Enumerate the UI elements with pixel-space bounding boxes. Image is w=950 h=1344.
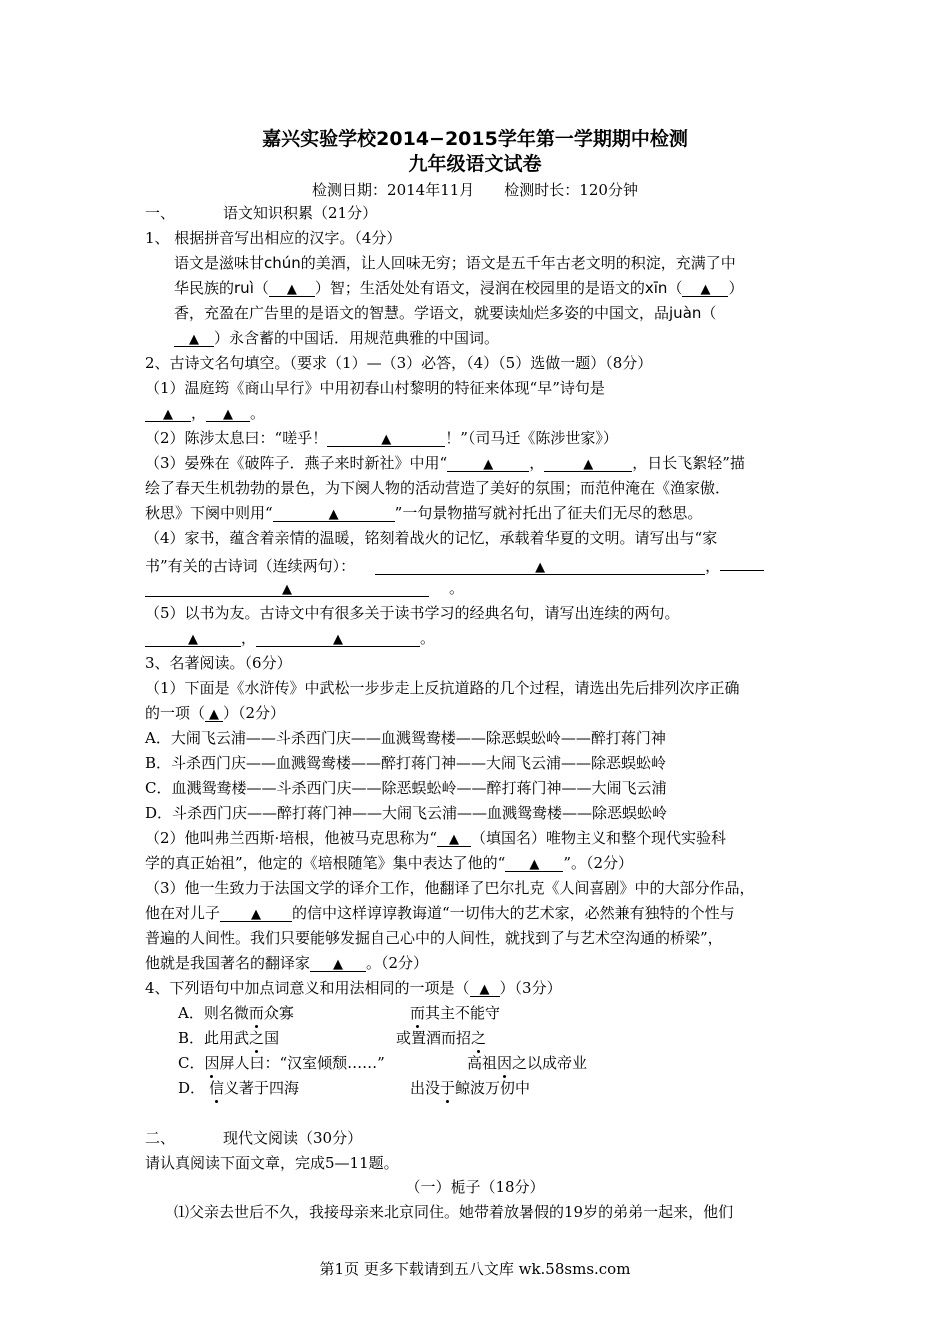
text: 此用武 [204, 1029, 250, 1047]
text: 的一项（ [145, 704, 206, 722]
question-3-part-1: （1）下面是《水浒传》中武松一步步走上反抗道路的几个过程，请选出先后排列次序正确 [145, 679, 740, 697]
text: 秋思》下阕中则用“ [145, 504, 273, 522]
answer-blank[interactable] [174, 329, 214, 347]
question-3-stem: 3、名著阅读。（6分） [145, 654, 292, 672]
q4-option-a[interactable] [178, 1003, 294, 1023]
dotted-word: 于 [440, 1079, 456, 1097]
blank-marker: ▲ [189, 332, 199, 347]
text: 的美酒，让人回味无穷；语文是五千年古老文明的积淀，充满了中 [300, 254, 736, 272]
q4-option-c-right [467, 1053, 587, 1073]
text: 他就是我国著名的翻译家 [145, 954, 311, 972]
article-title: （一）栀子（18分） [405, 1178, 545, 1196]
text: 书”有关的古诗词（连续两句）： [145, 557, 356, 575]
question-1-line [174, 253, 736, 273]
text: ，日长飞絮轻”描 [632, 454, 745, 472]
text: ”。（2分） [563, 854, 634, 872]
text: （填国名）唯物主义和整个现代实验科 [470, 829, 726, 847]
blank-marker: ▲ [381, 432, 392, 447]
text: ）（3分） [499, 979, 562, 997]
question-3-part-3-line [145, 903, 735, 923]
question-2-part-4-line [145, 553, 764, 576]
blank-marker: ▲ [223, 407, 234, 422]
text: 。 [420, 629, 436, 647]
blank-marker: ▲ [535, 560, 546, 575]
option-c[interactable]: C．血溅鸳鸯楼——斗杀西门庆——除恶蜈蚣岭——醉打蒋门神——大闹飞云浦 [145, 779, 667, 797]
answer-blank[interactable] [310, 954, 366, 972]
dotted-word: 信 [209, 1079, 225, 1097]
text: （2）他叫弗兰西斯·培根，他被马克思称为“ [145, 829, 437, 847]
text: 语文是滋味甘 [174, 254, 265, 272]
blank-marker: ▲ [479, 982, 490, 997]
dotted-word: 因 [497, 1054, 513, 1072]
answer-blank[interactable] [205, 704, 223, 722]
question-1-line [174, 303, 716, 323]
text: 义著于四海 [224, 1079, 300, 1097]
text: 或置酒而招 [396, 1029, 472, 1047]
question-2-part-4: （4）家书，蕴含着亲情的温暖，铭刻着战火的记忆，承载着华夏的文明。请写出与“家 [145, 529, 718, 547]
answer-blank[interactable] [375, 557, 705, 575]
pinyin: xīn [644, 279, 668, 297]
section-number: 二、 [145, 1129, 176, 1147]
dotted-word: 之 [249, 1029, 265, 1047]
pinyin: juàn [669, 304, 702, 322]
exam-subtitle: 九年级语文试卷 [408, 153, 542, 175]
blank-marker: ▲ [282, 582, 292, 597]
text: 鲸波万仞中 [455, 1079, 531, 1097]
option-label: C． [178, 1054, 205, 1072]
question-3-part-3-line [145, 953, 428, 973]
text: （ [701, 304, 717, 322]
blank-marker: ▲ [286, 282, 297, 297]
answer-blank[interactable] [145, 579, 429, 597]
question-2-part-5: （5）以书为友。古诗文中有很多关于读书学习的经典名句，请写出连续的两句。 [145, 604, 680, 622]
option-label: A． [178, 1004, 204, 1022]
text: 众寡 [263, 1004, 294, 1022]
question-2-stem: 2、古诗文名句填空。（要求（1）—（3）必答，（4）（5）选做一题）（8分） [145, 354, 653, 372]
text: （ [253, 279, 269, 297]
text: 。 [449, 579, 465, 597]
text: ）永含蓄的中国话．用规范典雅的中国词。 [214, 329, 500, 347]
text: ， [241, 629, 257, 647]
blank-marker: ▲ [328, 507, 339, 522]
question-2-part-2 [145, 428, 618, 448]
answer-blank-start[interactable] [720, 553, 764, 571]
dotted-word: 之 [471, 1029, 487, 1047]
question-3-part-2-line [145, 853, 633, 873]
option-b[interactable]: B．斗杀西门庆——血溅鸳鸯楼——醉打蒋门神——大闹飞云浦——除恶蜈蚣岭 [145, 754, 667, 772]
text: 学的真正始祖”，他定的《培根随笔》集中表达了他的“ [145, 854, 506, 872]
pinyin: chún [264, 254, 301, 272]
text: 其主不能守 [425, 1004, 501, 1022]
question-3-part-2 [145, 828, 726, 848]
section-title: 语文知识积累（21分） [223, 204, 378, 222]
answer-blank[interactable] [256, 629, 420, 647]
text: 4、下列语句中加点词意义和用法相同的一项是（ [145, 979, 470, 997]
answer-blank[interactable] [544, 454, 632, 472]
q4-option-a-right [410, 1003, 500, 1023]
option-label: D． [178, 1079, 206, 1097]
option-a[interactable]: A．大闹飞云浦——斗杀西门庆——血溅鸳鸯楼——除恶蜈蚣岭——醉打蒋门神 [145, 729, 666, 747]
text: ， [191, 404, 207, 422]
answer-blank[interactable] [470, 979, 500, 997]
answer-blank[interactable] [437, 829, 471, 847]
text: ！”（司马迁《陈涉世家》） [445, 429, 618, 447]
page-footer: 第1页 更多下载请到五八文库 wk.58sms.com [319, 1260, 631, 1278]
q4-option-d[interactable] [178, 1078, 299, 1098]
question-2-part-3-line [145, 503, 702, 523]
question-3-part-3: （3）他一生致力于法国文学的译介工作，他翻译了巴尔扎克《人间喜剧》中的大部分作品， [145, 879, 755, 897]
section-2-intro: 请认真阅读下面文章，完成5—11题。 [145, 1154, 399, 1172]
blank-marker: ▲ [583, 457, 594, 472]
answer-blank[interactable] [447, 454, 529, 472]
blank-marker: ▲ [529, 857, 540, 872]
text: 。（2分） [366, 954, 429, 972]
text: 香，充盈在广告里的是语文的智慧。学语文，就要读灿烂多姿的中国文，品 [174, 304, 670, 322]
question-2-part-3 [145, 453, 745, 473]
answer-blank[interactable] [505, 854, 563, 872]
section-number: 一、 [145, 204, 176, 222]
exam-title: 嘉兴实验学校2014−2015学年第一学期期中检测 [262, 128, 688, 150]
question-3-part-3-line: 普遍的人间性。我们只要能够发掘自己心中的人间性，就找到了与艺术空沟通的桥梁”， [145, 929, 723, 947]
q4-option-b[interactable] [178, 1028, 279, 1048]
section-title: 现代文阅读（30分） [223, 1129, 363, 1147]
text: ， [529, 454, 545, 472]
question-2-part-1-answer [145, 403, 265, 423]
q4-option-c[interactable] [178, 1053, 385, 1073]
q4-option-d-right [410, 1078, 530, 1098]
text: （3）晏殊在《破阵子．燕子来时新社》中用“ [145, 454, 448, 472]
blank-marker: ▲ [448, 832, 459, 847]
answer-blank[interactable] [220, 904, 292, 922]
text: （2）陈涉太息曰：“嗟乎！ [145, 429, 328, 447]
text: （ [667, 279, 683, 297]
text: 高祖 [467, 1054, 498, 1072]
dotted-word: 而 [410, 1004, 426, 1022]
question-1-stem: 1、 根据拼音写出相应的汉字。（4分） [145, 229, 402, 247]
answer-blank[interactable] [145, 629, 241, 647]
answer-blank[interactable] [269, 279, 315, 297]
text: ）智；生活处处有语文，浸润在校园里的是语文的 [314, 279, 645, 297]
question-2-part-3-line: 绘了春天生机勃勃的景色，为下阕人物的活动营造了美好的氛围；而范仲淹在《渔家傲． [145, 479, 731, 497]
article-paragraph-1: ⑴父亲去世后不久，我接母亲来北京同住。她带着放暑假的19岁的弟弟一起来，他们 [174, 1203, 734, 1221]
blank-marker: ▲ [483, 457, 494, 472]
text: ） [728, 279, 744, 297]
dotted-word: 而 [248, 1004, 264, 1022]
q4-option-b-right [396, 1028, 486, 1048]
option-d[interactable]: D．斗杀西门庆——醉打蒋门神——大闹飞云浦——血溅鸳鸯楼——除恶蜈蚣岭 [145, 804, 668, 822]
blank-marker: ▲ [333, 632, 344, 647]
text: 国 [264, 1029, 280, 1047]
blank-marker: ▲ [209, 707, 220, 722]
section-2-heading [145, 1128, 362, 1148]
question-1-line [174, 278, 743, 298]
section-1-heading [145, 203, 377, 223]
blank-marker: ▲ [188, 632, 198, 647]
exam-meta: 检测日期：2014年11月 检测时长：120分钟 [312, 181, 638, 199]
text: 则名微 [203, 1004, 249, 1022]
blank-marker: ▲ [700, 282, 711, 297]
answer-blank[interactable] [145, 404, 191, 422]
text: ”一句景物描写就衬托出了征夫们无尽的愁思。 [394, 504, 703, 522]
dotted-word: 因 [204, 1054, 220, 1072]
question-2-part-1: （1）温庭筠《商山早行》中用初春山村黎明的特征来体现“早”诗句是 [145, 379, 605, 397]
text: 他在对儿子 [145, 904, 221, 922]
text: ， [705, 557, 721, 575]
text: 屏人曰：“汉室倾颓……” [219, 1054, 385, 1072]
option-label: B． [178, 1029, 205, 1047]
answer-blank[interactable] [327, 429, 445, 447]
blank-marker: ▲ [251, 907, 262, 922]
question-4-stem [145, 978, 562, 998]
text: 之以成帝业 [512, 1054, 588, 1072]
pinyin: ruì [234, 279, 254, 297]
question-2-part-5-answer [145, 628, 435, 648]
answer-blank[interactable] [682, 279, 728, 297]
text: ）（2分） [223, 704, 286, 722]
blank-marker: ▲ [333, 957, 344, 972]
text: 出没 [410, 1079, 441, 1097]
text: 华民族的 [174, 279, 235, 297]
answer-blank[interactable] [273, 504, 395, 522]
text: 的信中这样谆谆教诲道“一切伟大的艺术家，必然兼有独特的个性与 [292, 904, 735, 922]
text: 。 [250, 404, 266, 422]
question-1-line [174, 328, 499, 348]
question-2-part-4-line [145, 578, 464, 598]
blank-marker: ▲ [163, 407, 173, 422]
question-3-part-1-line [145, 703, 285, 723]
answer-blank[interactable] [206, 404, 250, 422]
